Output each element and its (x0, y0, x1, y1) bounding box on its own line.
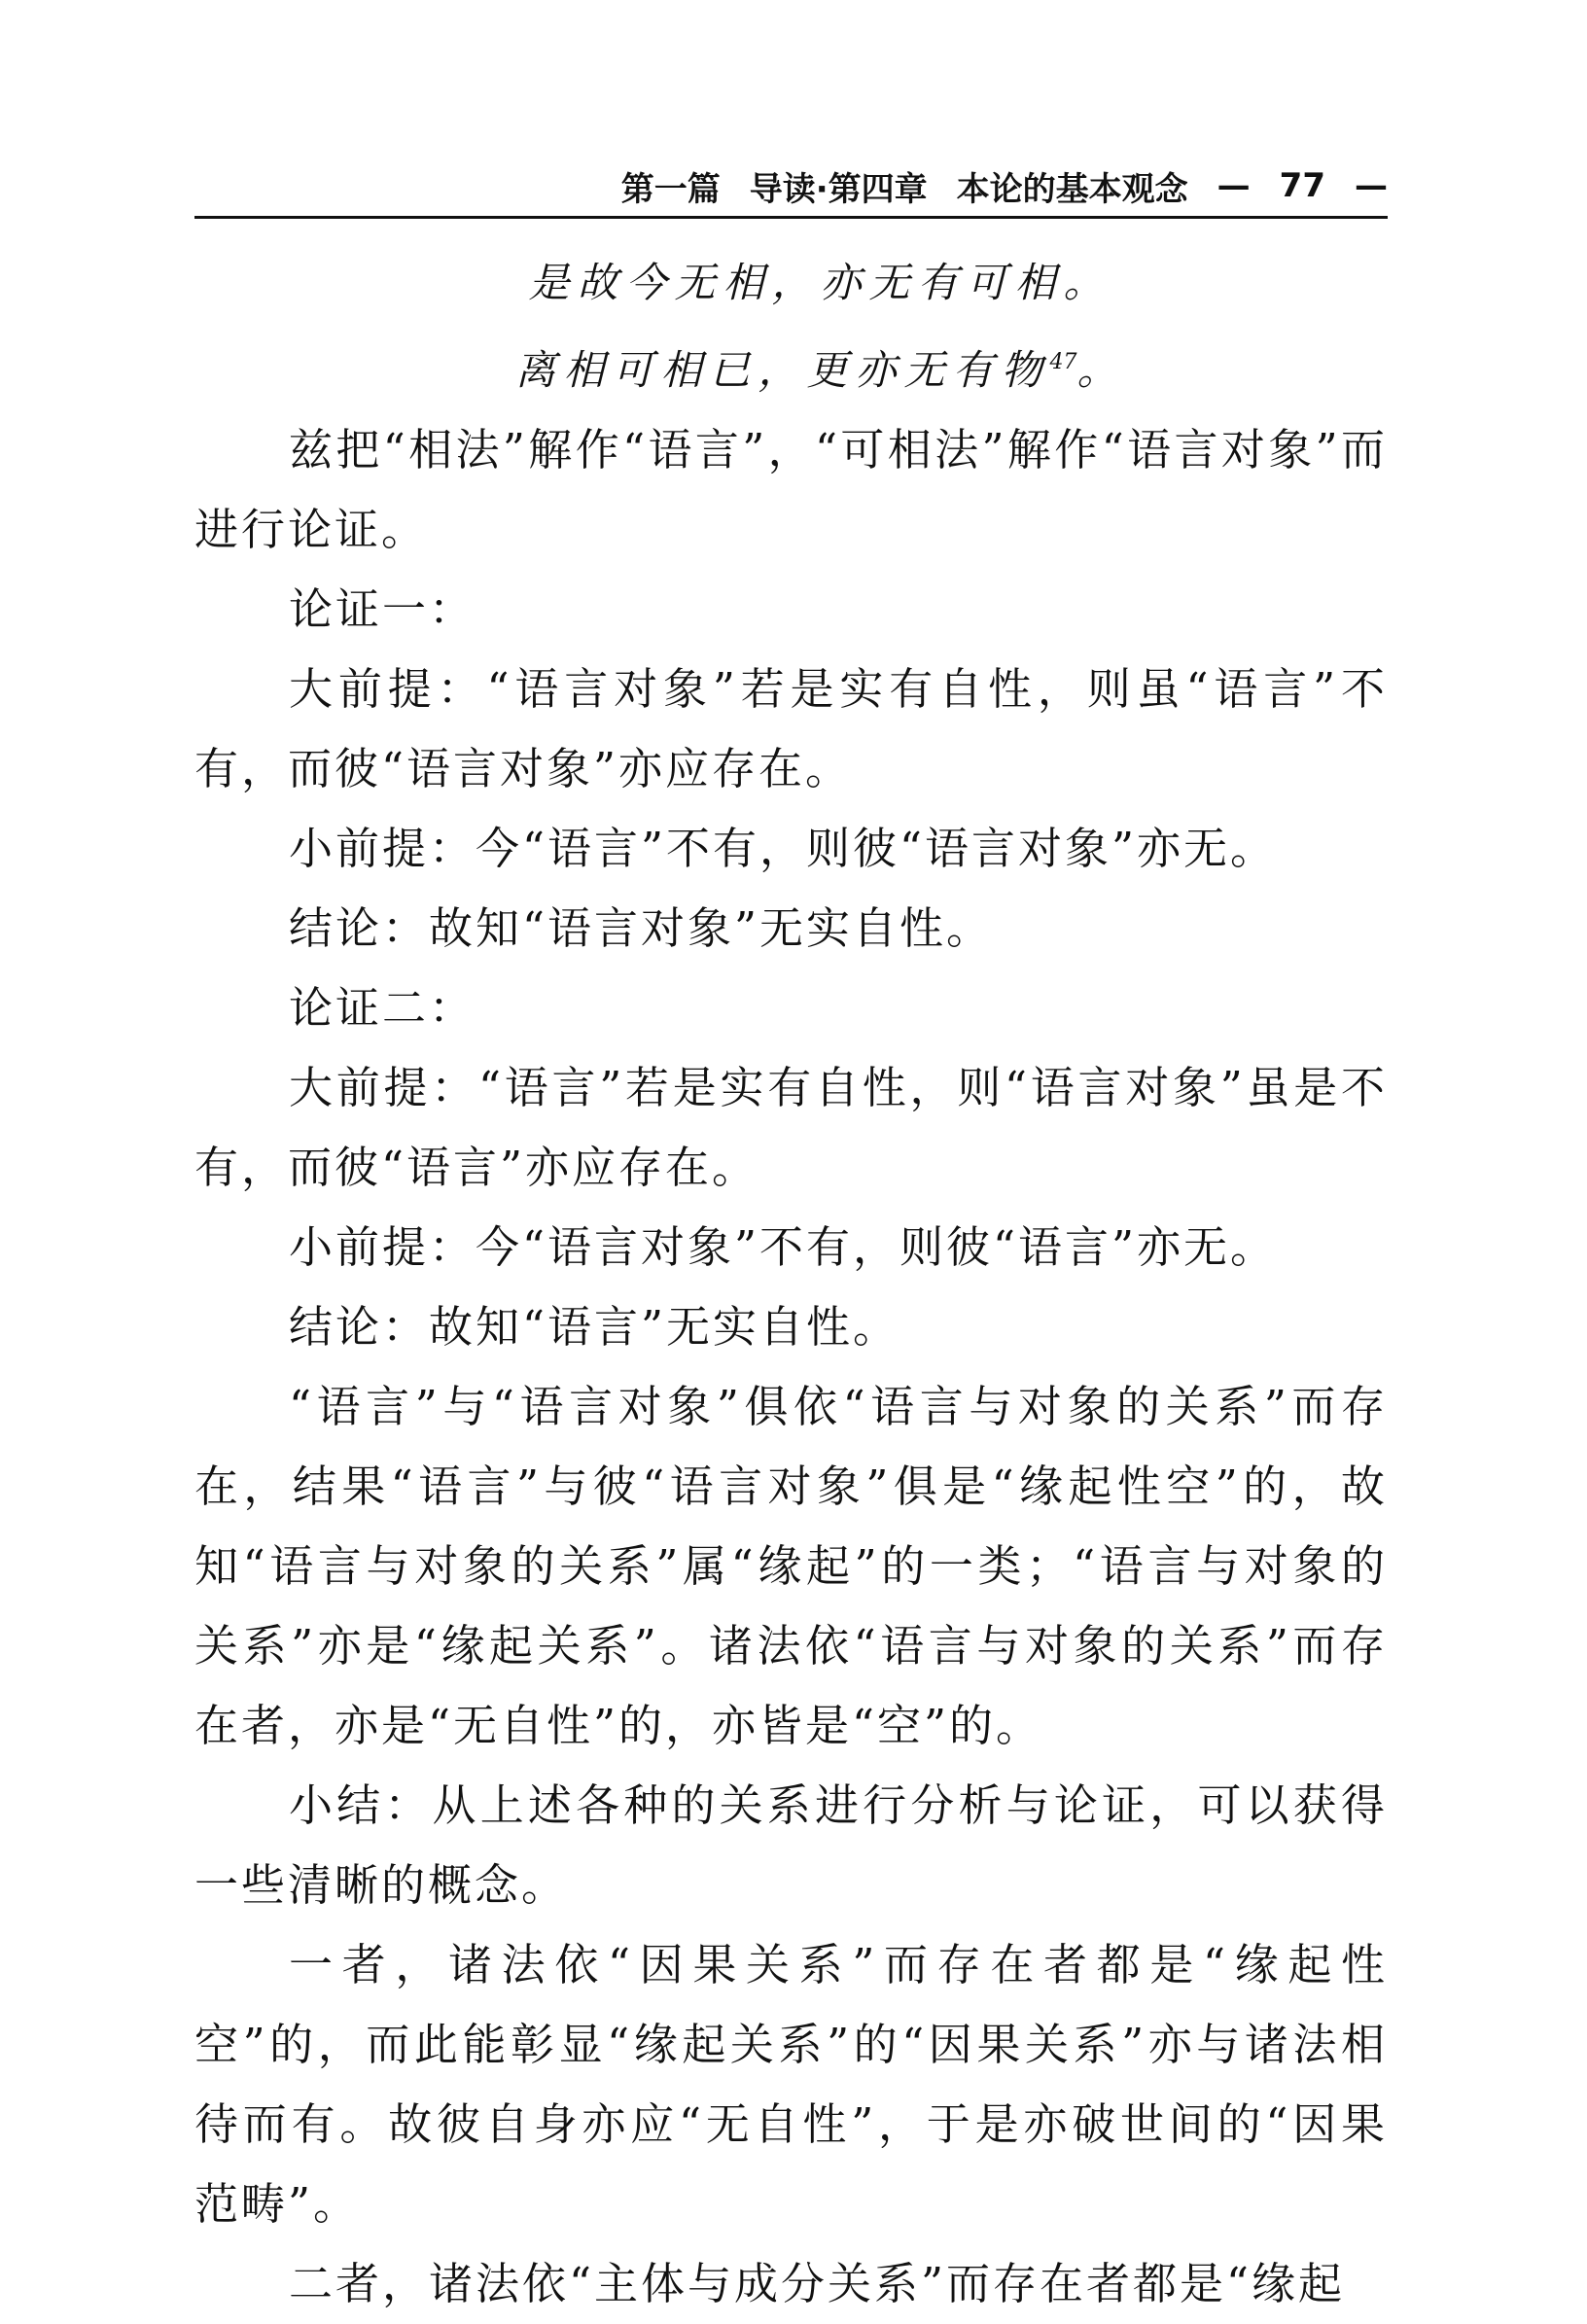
verse-line-1: 是故今无相，亦无有可相。 (528, 259, 1112, 306)
header-section-title: 本论的基本观念 (956, 169, 1188, 209)
header-part: 第一篇 (620, 169, 721, 209)
paragraph: 小前提：今“语言对象”不有，则彼“语言”亦无。 (289, 1221, 1278, 1273)
paragraph: 小结：从上述各种的关系进行分析与论证，可以获得一些清晰的概念。 (194, 1779, 1388, 1911)
paragraph: 结论：故知“语言对象”无实自性。 (289, 902, 994, 954)
paragraph: 兹把“相法”解作“语言”，“可相法”解作“语言对象”而进行论证。 (194, 424, 1388, 555)
verse-line-2-text: 离相可相已，更亦无有物 (514, 346, 1050, 394)
paragraph: “语言”与“语言对象”俱依“语言与对象的关系”而存在，结果“语言”与彼“语言对象”俱是“缘起性空”的，故知“语言与对象的关系”属“缘起”的一类；“语言与对象的关系”亦是“缘起关系”。诸法依“语言与对象的关系”而存在者，亦是“无自性”的，亦皆是“空”的。 (194, 1381, 1388, 1751)
paragraph: 大前提：“语言”若是实有自性，则“语言对象”虽是不有，而彼“语言”亦应存在。 (194, 1062, 1388, 1193)
page-number: 77 (1279, 166, 1325, 205)
header-dash-right: — (1355, 166, 1388, 205)
paragraph: 结论：故知“语言”无实自性。 (289, 1301, 900, 1353)
running-header (194, 156, 1388, 219)
proof-heading: 论证二： (289, 982, 476, 1034)
header-dash-left: — (1217, 166, 1251, 205)
footnote-mark: 47 (1049, 350, 1077, 374)
proof-heading: 论证一： (289, 583, 476, 635)
page-body (194, 243, 1388, 2324)
header-chapter: 导读·第四章 (749, 169, 928, 209)
paragraph: 小前提：今“语言”不有，则彼“语言对象”亦无。 (289, 823, 1278, 874)
paragraph: 二者，诸法依“主体与成分关系”而存在者都是“缘起 (289, 2258, 1346, 2309)
paragraph: 大前提：“语言对象”若是实有自性，则虽“语言”不有，而彼“语言对象”亦应存在。 (194, 663, 1388, 794)
verse-line-2 (194, 323, 1388, 410)
paragraph: 一者，诸法依“因果关系”而存在者都是“缘起性空”的，而此能彰显“缘起关系”的“因果关系”亦与诸法相待而有。故彼自身亦应“无自性”，于是亦破世间的“因果范畴”。 (194, 1939, 1388, 2230)
verse-line-2-end: 。 (1076, 346, 1126, 394)
